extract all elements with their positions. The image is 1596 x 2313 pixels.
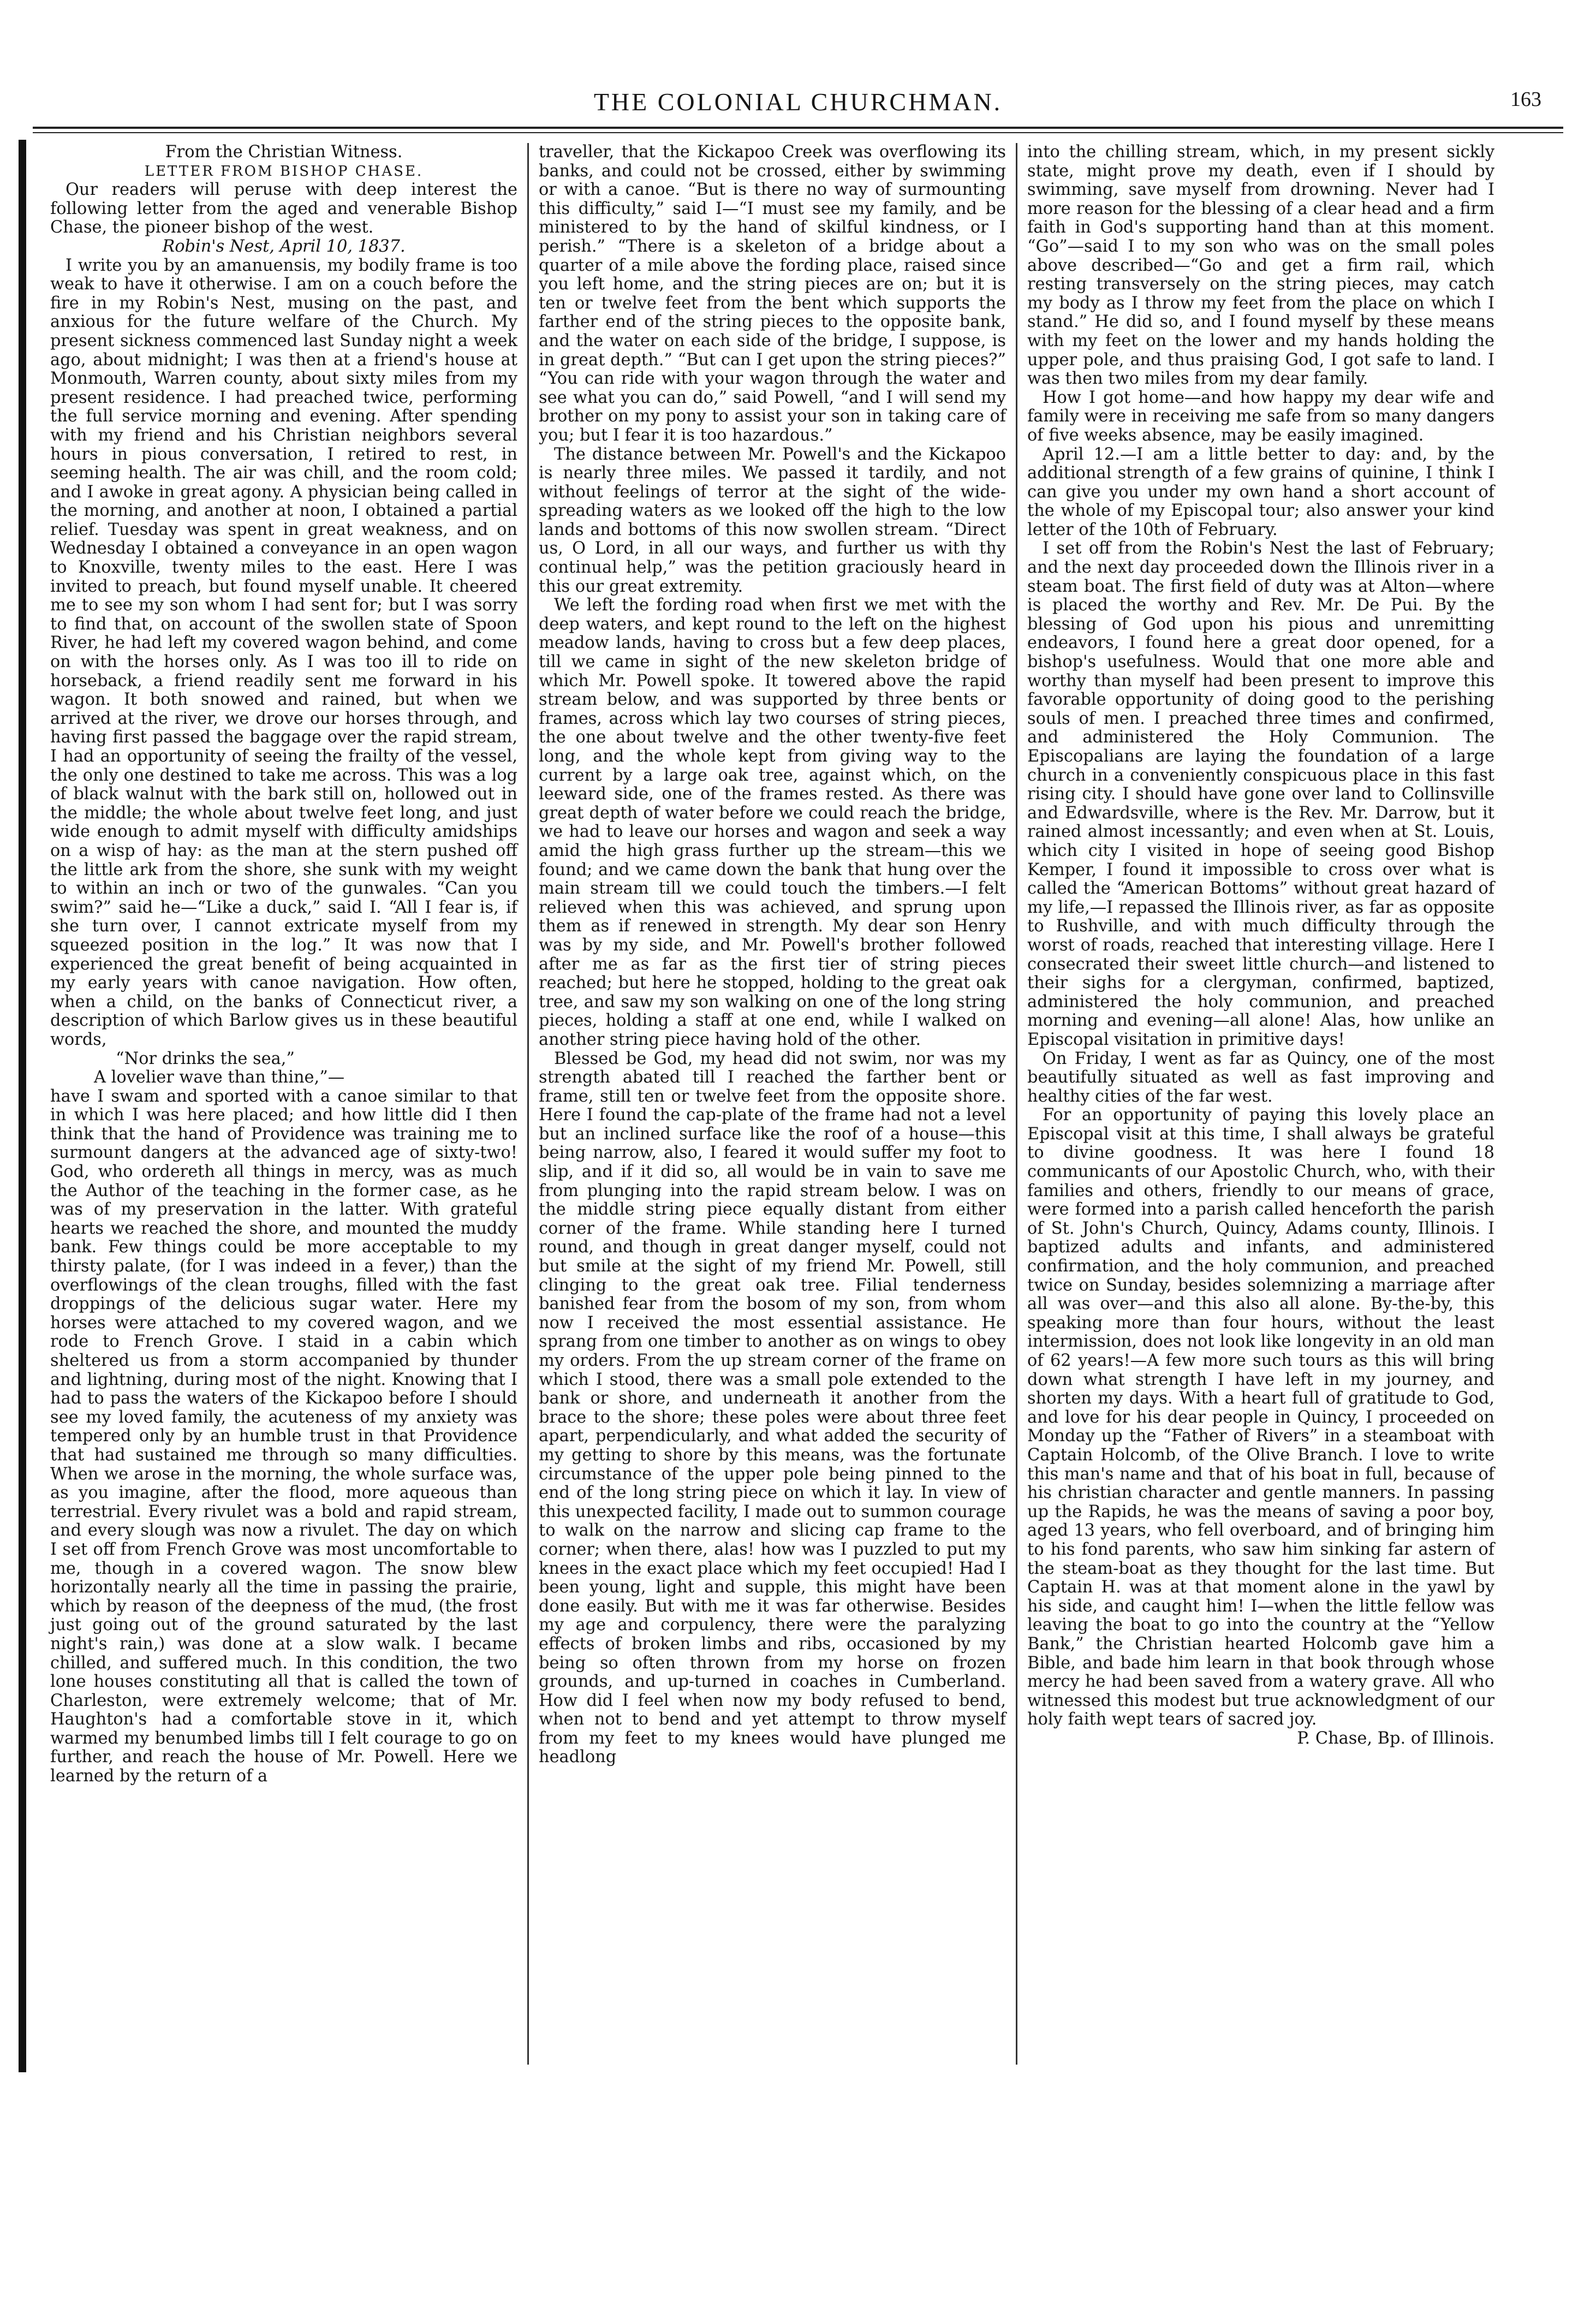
column-rule [1016,143,1017,2065]
paragraph: How I got home—and how happy my dear wife and family were in receiving me safe from so many dangers of five weeks absence, may be easily imagined. [1027,388,1494,445]
paragraph: have I swam and sported with a canoe similar to that in which I was here placed; and how little did I then think that the hand of Providence was training me to surmount dangers at the advanced age of sixty-two! God, who ordereth all things in mercy, was as much the Author of the teaching in the former case, as he was of my preservation in the latter. With grateful hearts we reached the shore, and mounted the muddy bank. Few things could be more acceptable to my thirsty palate, (for I was indeed in a fever,) than the overflowings of the clean troughs, filled with the fast droppings of the delicious sugar water. Here my horses were attached to my covered wagon, and we rode to French Grove. I staid in a cabin which sheltered us from a storm accompanied by thunder and lightning, during most of the night. Knowing that I had to pass the waters of the Kickapoo before I should see my loved family, the acuteness of my anxiety was tempered only by an humble trust in that Providence that had sustained me through so many difficulties. When we arose in the morning, the whole surface was, as you imagine, after the flood, more aqueous than terrestrial. Every rivulet was a bold and rapid stream, and every slough was now a rivulet. The day on which I set off from French Grove was most uncomfortable to me, though in a covered wagon. The snow blew horizontally nearly all the time in passing the prairie, which by reason of the deepness of the mud, (the frost just going out of the ground saturated by the last night's rain,) was done at a slow walk. I became chilled, and suffered much. In this condition, the two lone houses constituting all that is called the town of Charleston, were extremely welcome; that of Mr. Haughton's had a comfortable stove in it, which warmed my benumbed limbs till I felt courage to go on further, and reach the house of Mr. Powell. Here we learned by the return of a [50,1086,517,1786]
article-source: From the Christian Witness. [165,143,403,162]
verse-line: “Nor drinks the sea,” [116,1049,295,1068]
paragraph: April 12.—I am a little better to day: and, by the additional strength of a few grains of quinine, I think I can give you under my own hand a short account of the whole of my Episcopal tour; also answer your kind letter of the 10th of February. [1027,444,1494,539]
paragraph: The distance between Mr. Powell's and the Kickapoo is nearly three miles. We passed it tardily, and not without feelings of terror at the sight of the wide-spreading waters as we looked off the high to the low lands and bottoms of this now swollen stream. “Direct us, O Lord, in all our ways, and further us with thy continual help,” was the petition graciously heard in this our great extremity. [539,444,1006,596]
column-rule [527,143,529,2065]
paragraph: traveller, that the Kickapoo Creek was overflowing its banks, and could not be crossed, either by swimming or with a canoe. “But is there no way of surmounting this difficulty,” said I—“I must see my family, and be ministered to by the hand of skilful kindness, or I perish.” “There is a skeleton of a bridge about a quarter of a mile above the fording place, raised since you left home, and the string pieces are on; but it is ten or twelve feet from the bent which supports the farther end of the string pieces to the opposite bank, and the water on each side of the bridge, I suppose, is in great depth.” “But can I get upon the string pieces?” “You can ride with your wagon through the water and see what you can do,” said Powell, “and I will send my brother on my pony to assist your son in taking care of you; but I fear it is too hazardous.” [539,143,1006,445]
paragraph: I write you by an amanuensis, my bodily frame is too weak to have it otherwise. I am on a couch before the fire in my Robin's Nest, musing on the past, and anxious for the future welfare of the Church. My present sickness commenced last Sunday night a week ago, about midnight; I was then at a friend's house at Monmouth, Warren county, about sixty miles from my present residence. I had preached twice, performing the full service morning and evening. After spending with my friend and his Christian neighbors several hours in pious conversation, I retired to rest, in seeming health. The air was chill, and the room cold; and I awoke in great agony. A physician being called in the morning, and another at noon, I obtained a partial relief. Tuesday was spent in great weakness, and on Wednesday I obtained a conveyance in an open wagon to Knoxville, twenty miles to the east. Here I was invited to preach, but found myself unable. It cheered me to see my son whom I had sent for; but I was sorry to find that, on account of the swollen state of Spoon River, he had left my covered wagon behind, and come on with the horses only. As I was too ill to ride on horseback, a friend readily sent me forward in his wagon. It both snowed and rained, but when we arrived at the river, we drove our horses through, and having first passed the baggage over the rapid stream, I had an opportunity of seeing the frailty of the vessel, the only one destined to take me across. This was a log of black walnut with the bark still on, hollowed out in the middle; the whole about twelve feet long, and just wide enough to admit myself with difficulty amidships on a wisp of hay: as the man at the stern pushed off the little ark from the shore, she sunk with my weight to within an inch or two of the gunwales. “Can you swim?” said he—“Like a duck,” said I. “All I fear is, if she turn over, I cannot extricate myself from my squeezed position in the log.” It was now that I experienced the great benefit of being acquainted in my early years with canoe navigation. How often, when a child, on the banks of Connecticut river, a description of which Barlow gives us in these beautiful words, [50,255,517,1049]
paragraph: into the chilling stream, which, in my present sickly state, might prove my death, even if I should by swimming, save myself from drowning. Never had I more reason for the blessing of a clear head and a firm faith in God's supporting hand than at this moment. “Go”—said I to my son who was on the small poles above described—“Go and get a firm rail, which resting transversely on the string pieces, may catch my body as I throw my feet from the place on which I stand.” He did so, and I found myself by these means with my feet on the lower and my hands holding the upper pole, and thus praising God, I got safe to land. I was then two miles from my dear family. [1027,143,1494,389]
paragraph: I set off from the Robin's Nest the last of February; and the next day proceeded down the Illinois river in a steam boat. The first field of duty was at Alton—where is placed the worthy and Rev. Mr. De Pui. By the blessing of God upon his pious and unremitting endeavors, I found here a great door opened, for a bishop's usefulness. Would that one more able and worthy than myself had been present to improve this favorable opportunity of doing good to the perishing souls of men. I preached three times and confirmed, and administered the Holy Communion. The Episcopalians are laying the foundation of a large church in a conveniently conspicuous place in this fast rising city. I should have gone over land to Collinsville and Edwardsville, where is the Rev. Mr. Darrow, but it rained almost incessantly; and even when at St. Louis, which city I visited in hope of seeing good Bishop Kemper, I found it impossible to cross over what is called the “American Bottoms” without great hazard of my life,—I repassed the Illinois river, as far as opposite to Rushville, and with much difficulty through the worst of roads, reached that interesting village. Here I consecrated their sweet little church—and listened to their sighs for a clergyman, confirmed, baptized, administered the holy communion, and preached morning and evening—all alone! Alas, how unlike an Episcopal visitation in primitive days! [1027,539,1494,1049]
header-rule [33,127,1563,129]
signature: P. Chase, Bp. of Illinois. [1297,1728,1494,1748]
verse-line: A lovelier wave than thine,”— [94,1068,345,1087]
paragraph: For an opportunity of paying this lovely place an Episcopal visit at this time, I shall always be grateful to divine goodness. It was here I found 18 communicants of our Apostolic Church, who, with their families and others, friendly to our means of grace, were formed into a parish called henceforth the parish of St. John's Church, Quincy, Adams county, Illinois. I baptized adults and infants, and administered confirmation, and the holy communion, and preached twice on Sunday, besides solemnizing a marriage after all was over—and this also all alone. By-the-by, this speaking more than four hours, without the least intermission, does not look like longevity in an old man of 62 years!—A few more such tours as this will bring down what strength I have left in my journey, and shorten my days. With a heart full of gratitude to God, and love for his dear people in Quincy, I proceeded on Monday up the “Father of Rivers” in a steamboat with Captain Holcomb, of the Olive Branch. I love to write this man's name and that of his boat in full, because of his christian character and gentle manners. In passing up the Rapids, he was the means of saving a poor boy, aged 13 years, who fell overboard, and of bringing him to his fond parents, who saw him sinking far astern of the steam-boat as they thought for the last time. But Captain H. was at that moment alone in the yawl by his side, and caught him! I—when the little fellow was leaving the boat to go into the country at the “Yellow Bank,” the Christian hearted Holcomb gave him a Bible, and bade him learn in that book through whose mercy he had been saved from a watery grave. All who witnessed this modest but true acknowledgment of our holy faith wept tears of sacred joy. [1027,1105,1494,1729]
running-head [33,87,1563,126]
running-title: THE COLONIAL CHURCHMAN. [593,88,1003,116]
column-2 [530,143,1015,2065]
article-intro: Our readers will peruse with deep interest the following letter from the aged and venerable Bishop Chase, the pioneer bishop of the west. [50,180,517,237]
margin-bar [19,140,26,2072]
article-heading: LETTER FROM BISHOP CHASE. [144,163,424,180]
header-rule-thin [33,132,1563,133]
paragraph: Blessed be God, my head did not swim, nor was my strength abated till I reached the farther bent or frame, still ten or twelve feet from the opposite shore. Here I found the cap-plate of the frame had not a level but an inclined surface like the roof of a house—this being narrow, also, I feared it would suffer my foot to slip, and if it did so, all would be in vain to save me from plunging into the rapid stream below. I was on the middle string piece equally distant from either corner of the frame. While standing here I turned round, and though in great danger myself, could not but smile at the sight of my friend Mr. Powell, still clinging to the great oak tree. Filial tenderness banished fear from the bosom of my son, from whom now I received the most essential assistance. He sprang from one timber to another as on wings to obey my orders. From the up stream corner of the frame on which I stood, there was a small pole extended to the bank or shore, and underneath it another from the brace to the shore; these poles were about three feet apart, perpendicularly, and what added the security of my getting to shore by this means, was the fortunate circumstance of the upper pole being pinned to the end of the long string piece on which it lay. In view of this unexpected facility, I made out to summon courage to walk on the narrow and slicing cap frame to the corner; when there, alas! how was I puzzled to put my knees in the exact place which my feet occupied! Had I been young, light and supple, this might have been done easily. But with me it was far otherwise. Besides my age and corpulency, there were the paralyzing effects of broken limbs and ribs, occasioned by my being so often thrown from my horse on frozen grounds, and up-turned in coaches in Cumberland. How did I feel when now my body refused to bend, when not to bend and yet attempt to throw myself from my feet to my knees would have plunged me headlong [539,1049,1006,1767]
paragraph: On Friday, I went as far as Quincy, one of the most beautifully situated as well as fast improving and healthy cities of the far west. [1027,1049,1494,1106]
article-columns [41,143,1548,2065]
page-number: 163 [1510,88,1541,111]
paragraph: We left the fording road when first we met with the deep waters, and kept round to the left on the highest meadow lands, having to cross but a few deep places, till we came in sight of the new skeleton bridge of which Mr. Powell spoke. It towered above the rapid stream below, and was supported by three bents or frames, across which lay two courses of string pieces, the one about twelve and the other twenty-five feet long, and the whole kept from giving way to the current by a large oak tree, against which, on the leeward side, one of the frames rested. As there was great depth of water before we could reach the bridge, we had to leave our horses and wagon and seek a way amid the high grass further up the stream—this we found; and we came down the bank that hung over the main stream till we could touch the timbers.—I felt relieved when this was achieved, and sprung upon them as if renewed in strength. My dear son Henry was by my side, and Mr. Powell's brother followed after me as far as the first tier of string pieces reached; but here he stopped, holding to the great oak tree, and saw my son walking on one of the long string pieces, holding a staff at one end, while I walked on another string piece having hold of the other. [539,596,1006,1049]
column-1 [41,143,526,2065]
article-dateline: Robin's Nest, April 10, 1837. [162,236,406,256]
column-3 [1019,143,1503,2065]
